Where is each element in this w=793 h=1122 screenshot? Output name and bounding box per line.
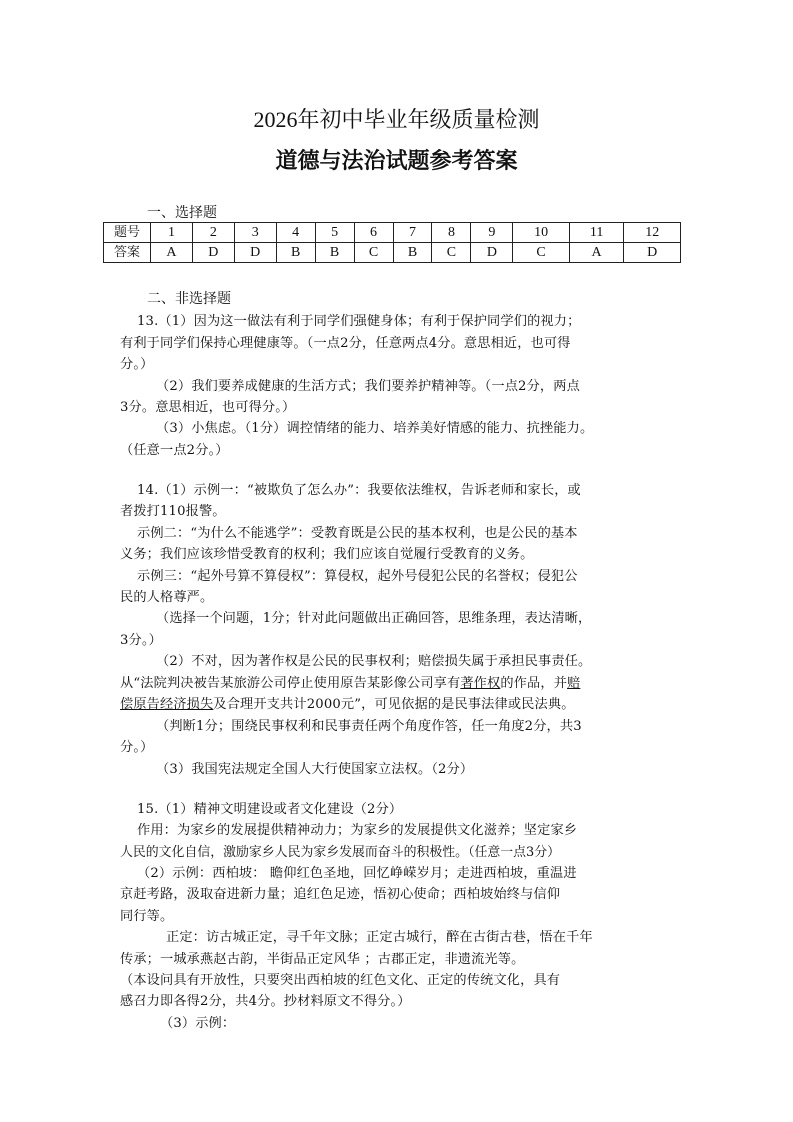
q15-line: （本设问具有开放性，只要突出西柏坡的红色文化、正定的传统文化，具有 [120, 973, 561, 988]
document-subtitle: 道德与法治试题参考答案 [275, 149, 518, 174]
question-number-row [104, 223, 681, 243]
answer-cell: B [315, 243, 354, 263]
question-number-cell: 6 [354, 223, 393, 243]
q14-text: 从“法院判决被告某旅游公司停止使用原告某影像公司享有 [120, 676, 461, 691]
q14-line: 示例三：“起外号算不算侵权”：算侵权，起外号侵犯公民的名誉权；侵犯公 [137, 569, 578, 584]
q13-line: （2）我们要养成健康的生活方式；我们要养护精神等。（一点2分，两点 [156, 379, 580, 394]
q15-line: 15.（1）精神文明建设或者文化建设（2分） [137, 802, 403, 817]
q15-line: 作用：为家乡的发展提供精神动力；为家乡的发展提供文化滋养；坚定家乡 [137, 823, 578, 838]
answer-cell: D [234, 243, 276, 263]
q15-line: 感召力即各得2分，共4分。抄材料原文不得分。） [120, 994, 411, 1009]
q15-line: 同行等。 [120, 909, 174, 924]
q14-line: 者拨打110报警。 [120, 504, 226, 519]
question-number-cell: 12 [624, 223, 681, 243]
q14-text: 的作品，并 [500, 676, 568, 691]
q14-line: （2）不对，因为著作权是公民的民事权利；赔偿损失属于承担民事责任。 [156, 654, 592, 669]
section-heading-choice: 一、选择题 [147, 205, 217, 221]
question-number-cell: 8 [432, 223, 471, 243]
question-number-cell: 3 [234, 223, 276, 243]
q14-line: 民的人格尊严。 [120, 590, 214, 605]
row-label-number: 题号 [104, 223, 151, 243]
q14-underlined-text: 赔 [567, 676, 581, 691]
section-heading-nonchoice: 二、非选择题 [147, 291, 231, 307]
answer-cell: B [276, 243, 315, 263]
q14-line: 示例二：“为什么不能逃学”：受教育既是公民的基本权利，也是公民的基本 [137, 526, 578, 541]
answer-table [103, 222, 681, 263]
q15-line: （3）示例： [160, 1016, 236, 1031]
answer-cell: C [354, 243, 393, 263]
q14-line: （3）我国宪法规定全国人大行使国家立法权。（2分） [156, 762, 474, 777]
answer-cell: A [569, 243, 624, 263]
question-number-cell: 10 [513, 223, 570, 243]
q15-line: 京赶考路，汲取奋进新力量；追红色足迹，悟初心使命；西柏坡始终与信仰 [120, 887, 561, 902]
q14-line: 义务；我们应该珍惜受教育的权利；我们应该自觉履行受教育的义务。 [120, 547, 534, 562]
q15-line: 正定：访古城正定，寻千年文脉；正定古城行，醉在古街古巷，悟在千年 [166, 930, 593, 945]
answer-cell: D [471, 243, 513, 263]
q14-underlined-text: 著作权 [460, 676, 501, 691]
question-number-cell: 2 [192, 223, 234, 243]
question-number-cell: 9 [471, 223, 513, 243]
answer-cell: A [151, 243, 193, 263]
q14-underlined-text: 偿原告经济损失 [120, 697, 214, 712]
q13-line: 分。） [120, 357, 154, 372]
question-number-cell: 1 [151, 223, 193, 243]
q14-line: 14.（1）示例一：“被欺负了怎么办”：我要依法维权，告诉老师和家长，或 [137, 483, 581, 498]
q13-line: （3）小焦虑。（1分）调控情绪的能力、培养美好情感的能力、抗挫能力。 [156, 421, 594, 436]
answer-cell: D [192, 243, 234, 263]
q13-line: （任意一点2分。） [120, 443, 229, 458]
q15-line: 传承；一城承燕赵古韵，半街品正定风华 ；古郡正定，非遗流光等。 [120, 952, 525, 967]
q13-line: 3分。意思相近，也可得分。） [120, 400, 296, 415]
answer-cell: C [432, 243, 471, 263]
answer-cell: B [393, 243, 432, 263]
row-label-answer: 答案 [104, 243, 151, 263]
question-number-cell: 11 [569, 223, 624, 243]
q13-line: 有利于同学们保持心理健康等。（一点2分，任意两点4分。意思相近，也可得 [120, 336, 571, 351]
answer-row [104, 243, 681, 263]
q14-line: 3分。） [120, 633, 162, 648]
answer-cell: D [624, 243, 681, 263]
question-number-cell: 7 [393, 223, 432, 243]
q14-line: （判断1分；围绕民事权利和民事责任两个角度作答，任一角度2分，共3 [156, 719, 582, 734]
q14-line [120, 693, 575, 712]
q13-line: 13.（1）因为这一做法有利于同学们强健身体；有利于保护同学们的视力； [137, 314, 581, 329]
question-number-cell: 5 [315, 223, 354, 243]
document-title: 2026年初中毕业年级质量检测 [253, 107, 540, 132]
q15-line: （2）示例：西柏坡： 瞻仰红色圣地，回忆峥嵘岁月；走进西柏坡，重温进 [137, 866, 577, 881]
q14-text: 及合理开支共计2000元”，可见依据的是民事法律或民法典。 [213, 697, 575, 712]
q15-line: 人民的文化自信，激励家乡人民为家乡发展而奋斗的积极性。（任意一点3分） [120, 845, 561, 860]
question-number-cell: 4 [276, 223, 315, 243]
q14-line [120, 672, 580, 691]
q14-line: 分。） [120, 740, 154, 755]
answer-cell: C [513, 243, 570, 263]
q14-line: （选择一个问题，1分；针对此问题做出正确回答，思维条理，表达清晰， [156, 611, 592, 626]
